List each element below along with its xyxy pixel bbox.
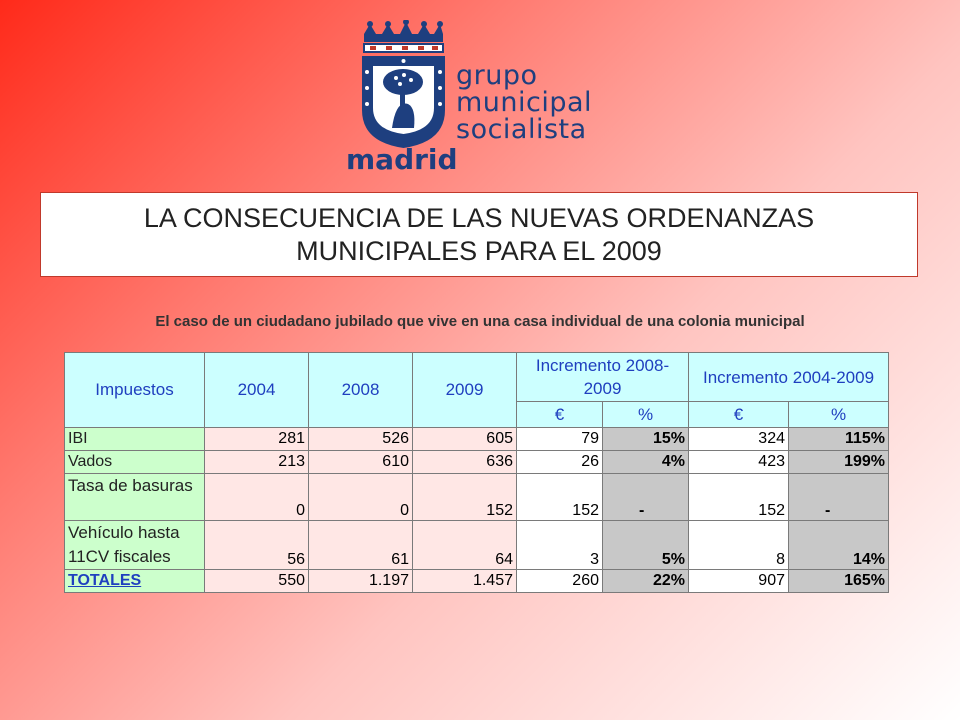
cell-inc2-eur: 324 — [689, 428, 789, 451]
header-inc2-euro: € — [689, 402, 789, 428]
total-2004: 550 — [205, 570, 309, 593]
subtitle: El caso de un ciudadano jubilado que vive en una casa individual de una colonia municipal — [155, 313, 805, 330]
totals-row — [65, 570, 889, 593]
tax-table — [64, 352, 889, 593]
cell-inc1-eur: 79 — [517, 428, 603, 451]
row-name: IBI — [65, 428, 205, 451]
table-row — [65, 451, 889, 474]
logo-text — [456, 62, 592, 143]
cell-inc2-eur: 8 — [689, 521, 789, 570]
total-inc2-eur: 907 — [689, 570, 789, 593]
cell-2008: 526 — [309, 428, 413, 451]
table-row — [65, 474, 889, 521]
header-tax: Impuestos — [65, 353, 205, 428]
total-inc1-pct: 22% — [603, 570, 689, 593]
cell-2009: 64 — [413, 521, 517, 570]
total-2008: 1.197 — [309, 570, 413, 593]
cell-inc1-pct: 15% — [603, 428, 689, 451]
cell-2004: 281 — [205, 428, 309, 451]
header-increment-2008-2009: Incremento 2008-2009 — [517, 353, 689, 402]
cell-inc2-pct: 115% — [789, 428, 889, 451]
row-name: Vados — [65, 451, 205, 474]
header-row — [65, 353, 889, 402]
header-2008: 2008 — [309, 353, 413, 428]
header-inc2-pct: % — [789, 402, 889, 428]
cell-2008: 0 — [309, 474, 413, 521]
logo-city: madrid — [346, 143, 458, 176]
cell-inc1-eur: 3 — [517, 521, 603, 570]
cell-inc2-pct: 14% — [789, 521, 889, 570]
row-name: Vehículo hasta 11CV fiscales — [65, 521, 205, 570]
cell-2008: 610 — [309, 451, 413, 474]
logo — [346, 20, 596, 180]
cell-inc1-pct: 5% — [603, 521, 689, 570]
cell-2008: 61 — [309, 521, 413, 570]
logo-line-2: municipal — [456, 87, 593, 118]
cell-inc2-pct: 199% — [789, 451, 889, 474]
cell-2009: 605 — [413, 428, 517, 451]
logo-line-3: socialista — [456, 114, 587, 145]
table-row — [65, 428, 889, 451]
cell-inc2-eur: 423 — [689, 451, 789, 474]
header-2009: 2009 — [413, 353, 517, 428]
coat-of-arms-icon — [356, 20, 451, 150]
total-inc2-pct: 165% — [789, 570, 889, 593]
total-2009: 1.457 — [413, 570, 517, 593]
cell-inc1-pct: 4% — [603, 451, 689, 474]
cell-inc1-eur: 152 — [517, 474, 603, 521]
cell-inc1-pct: - — [603, 474, 689, 521]
header-inc1-pct: % — [603, 402, 689, 428]
cell-2009: 152 — [413, 474, 517, 521]
cell-inc1-eur: 26 — [517, 451, 603, 474]
header-increment-2004-2009: Incremento 2004-2009 — [689, 353, 889, 402]
logo-line-1: grupo — [456, 60, 538, 91]
page-title: LA CONSECUENCIA DE LAS NUEVAS ORDENANZAS MUNICIPALES PARA EL 2009 — [143, 202, 815, 266]
row-name: Tasa de basuras — [65, 474, 205, 521]
cell-2009: 636 — [413, 451, 517, 474]
header-inc1-euro: € — [517, 402, 603, 428]
cell-2004: 0 — [205, 474, 309, 521]
cell-inc2-eur: 152 — [689, 474, 789, 521]
cell-inc2-pct: - — [789, 474, 889, 521]
cell-2004: 213 — [205, 451, 309, 474]
table-row — [65, 521, 889, 570]
header-2004: 2004 — [205, 353, 309, 428]
cell-2004: 56 — [205, 521, 309, 570]
totals-label: TOTALES — [65, 570, 205, 593]
title-box — [40, 192, 918, 277]
total-inc1-eur: 260 — [517, 570, 603, 593]
